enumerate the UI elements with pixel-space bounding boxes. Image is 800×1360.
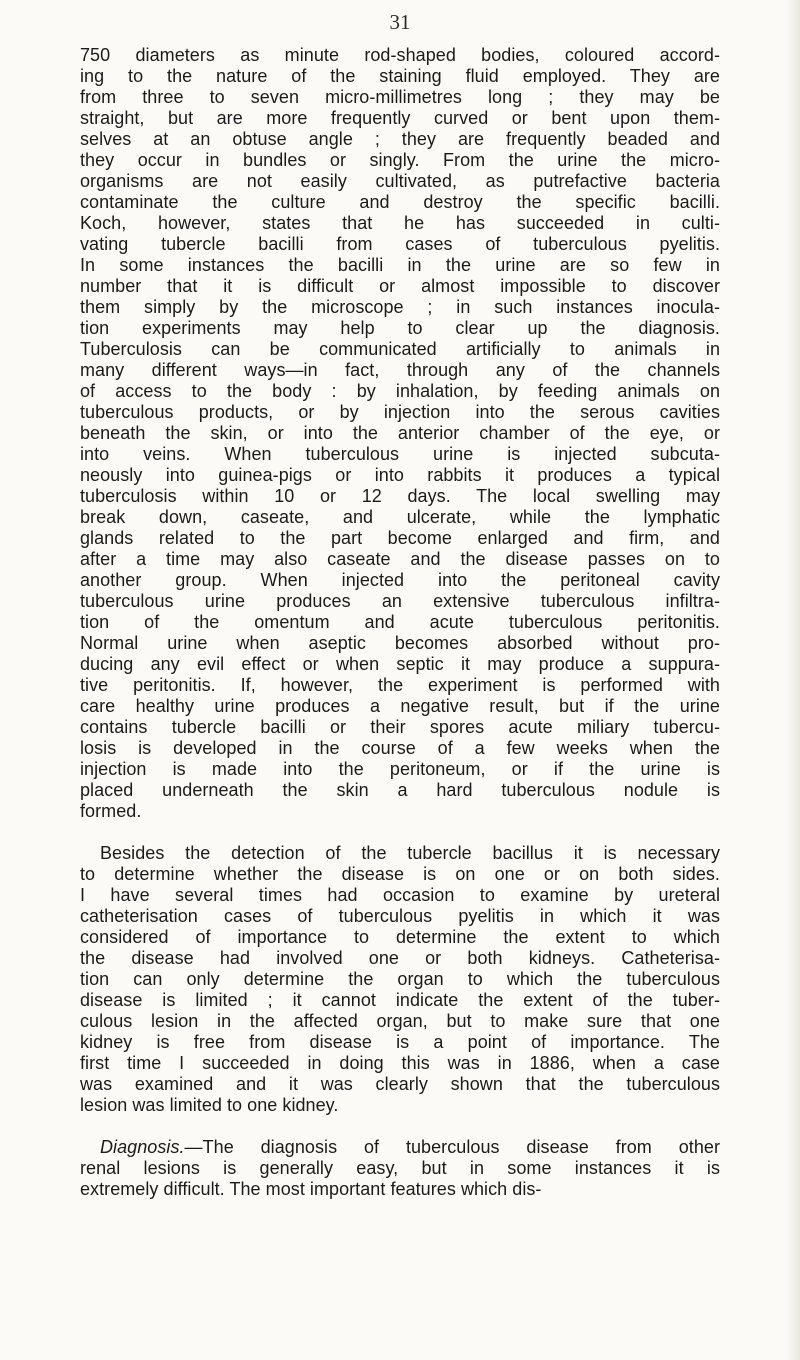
text-line (80, 612, 720, 633)
line-text: they occur in bundles or singly. From the urine the micro- (80, 150, 720, 170)
line-text: 750 diameters as minute rod-shaped bodies, coloured accord- (80, 45, 720, 65)
text-line (80, 66, 720, 87)
text-line (80, 1053, 720, 1074)
text-line (80, 906, 720, 927)
text-line (80, 129, 720, 150)
paragraph (80, 45, 720, 822)
text-line (80, 549, 720, 570)
line-text: disease is limited ; it cannot indicate the extent of the tuber- (80, 990, 720, 1010)
text-line (80, 171, 720, 192)
line-text: Tuberculosis can be communicated artificially to animals in (80, 339, 720, 359)
line-text: first time I succeeded in doing this was in 1886, when a case (80, 1053, 720, 1073)
text-line (80, 381, 720, 402)
text-line (80, 318, 720, 339)
line-text: tion of the omentum and acute tuberculous peritonitis. (80, 612, 720, 632)
line-text: vating tubercle bacilli from cases of tuberculous pyelitis. (80, 234, 720, 254)
line-text: placed underneath the skin a hard tuberculous nodule is (80, 780, 720, 800)
text-line (80, 276, 720, 297)
text-line (80, 570, 720, 591)
line-text: renal lesions is generally easy, but in some instances it is (80, 1158, 720, 1178)
line-text: kidney is free from disease is a point of importance. The (80, 1032, 720, 1052)
paragraph (80, 843, 720, 1116)
line-text: —The diagnosis of tuberculous disease from other (184, 1137, 720, 1157)
text-line (80, 717, 720, 738)
text-line (80, 339, 720, 360)
text-line (80, 1158, 720, 1179)
line-text: culous lesion in the affected organ, but to make sure that one (80, 1011, 720, 1031)
text-line (80, 633, 720, 654)
text-line (80, 150, 720, 171)
line-text: many different ways—in fact, through any of the channels (80, 360, 720, 380)
text-line (80, 969, 720, 990)
text-line (80, 87, 720, 108)
text-line (80, 927, 720, 948)
line-text: them simply by the microscope ; in such instances inocula- (80, 297, 720, 317)
text-line (80, 696, 720, 717)
paragraph-gap (80, 1116, 720, 1137)
line-text: losis is developed in the course of a few weeks when the (80, 738, 720, 758)
line-text: lesion was limited to one kidney. (80, 1095, 339, 1115)
text-line (80, 297, 720, 318)
line-text: considered of importance to determine the extent to which (80, 927, 720, 947)
text-line (80, 507, 720, 528)
line-text: straight, but are more frequently curved or bent upon them- (80, 108, 720, 128)
body-text (80, 45, 720, 1200)
line-text: I have several times had occasion to examine by ureteral (80, 885, 720, 905)
text-line (80, 801, 720, 822)
text-line (80, 1011, 720, 1032)
line-text: into veins. When tuberculous urine is injected subcuta- (80, 444, 720, 464)
line-text: from three to seven micro-millimetres long ; they may be (80, 87, 720, 107)
text-line (80, 675, 720, 696)
text-line (80, 654, 720, 675)
text-line (80, 402, 720, 423)
line-text: contains tubercle bacilli or their spores acute miliary tubercu- (80, 717, 720, 737)
section-heading: Diagnosis. (100, 1137, 185, 1157)
text-line (80, 423, 720, 444)
line-text: number that it is difficult or almost impossible to discover (80, 276, 720, 296)
text-line (80, 738, 720, 759)
line-text: tion can only determine the organ to which the tuberculous (80, 969, 720, 989)
text-line (80, 444, 720, 465)
line-text: of access to the body : by inhalation, by feeding animals on (80, 381, 720, 401)
line-text: another group. When injected into the peritoneal cavity (80, 570, 720, 590)
line-text: tuberculous urine produces an extensive tuberculous infiltra- (80, 591, 720, 611)
page-edge-shadow (786, 0, 800, 1360)
line-text: beneath the skin, or into the anterior chamber of the eye, or (80, 423, 720, 443)
line-text: Besides the detection of the tubercle bacillus it is necessary (100, 843, 720, 863)
text-line (80, 45, 720, 66)
text-line (80, 213, 720, 234)
line-text: extremely difficult. The most important features which dis- (80, 1179, 542, 1199)
line-text: glands related to the part become enlarged and firm, and (80, 528, 720, 548)
text-line (80, 990, 720, 1011)
line-text: selves at an obtuse angle ; they are frequently beaded and (80, 129, 720, 149)
text-line (80, 234, 720, 255)
text-line (80, 465, 720, 486)
text-line (80, 1095, 720, 1116)
line-text: Normal urine when aseptic becomes absorbed without pro- (80, 633, 720, 653)
text-line (80, 591, 720, 612)
paragraph-gap (80, 822, 720, 843)
paragraph (80, 1137, 720, 1200)
line-text: ducing any evil effect or when septic it may produce a suppura- (80, 654, 720, 674)
text-line (80, 1074, 720, 1095)
text-line (80, 1137, 720, 1158)
line-text: organisms are not easily cultivated, as putrefactive bacteria (80, 171, 720, 191)
text-line (80, 843, 720, 864)
text-line (80, 108, 720, 129)
line-text: break down, caseate, and ulcerate, while the lymphatic (80, 507, 720, 527)
text-line (80, 1179, 720, 1200)
line-text: tion experiments may help to clear up the diagnosis. (80, 318, 720, 338)
line-text: tive peritonitis. If, however, the experiment is performed with (80, 675, 720, 695)
line-text: tuberculosis within 10 or 12 days. The local swelling may (80, 486, 720, 506)
text-line (80, 780, 720, 801)
text-line (80, 759, 720, 780)
line-text: formed. (80, 801, 142, 821)
line-text: injection is made into the peritoneum, or if the urine is (80, 759, 720, 779)
text-line (80, 885, 720, 906)
text-line (80, 948, 720, 969)
text-line (80, 528, 720, 549)
text-line (80, 360, 720, 381)
line-text: ing to the nature of the staining fluid employed. They are (80, 66, 720, 86)
line-text: to determine whether the disease is on one or on both sides. (80, 864, 720, 884)
line-text: the disease had involved one or both kidneys. Catheterisa- (80, 948, 720, 968)
line-text: catheterisation cases of tuberculous pyelitis in which it was (80, 906, 720, 926)
text-line (80, 486, 720, 507)
line-text: Koch, however, states that he has succeeded in culti- (80, 213, 720, 233)
line-text: In some instances the bacilli in the urine are so few in (80, 255, 720, 275)
line-text: after a time may also caseate and the disease passes on to (80, 549, 720, 569)
page-number: 31 (389, 10, 411, 34)
text-line (80, 864, 720, 885)
line-text: care healthy urine produces a negative result, but if the urine (80, 696, 720, 716)
line-text: contaminate the culture and destroy the specific bacilli. (80, 192, 720, 212)
line-text: was examined and it was clearly shown that the tuberculous (80, 1074, 720, 1094)
line-text: neously into guinea-pigs or into rabbits it produces a typical (80, 465, 720, 485)
text-line (80, 255, 720, 276)
line-text: tuberculous products, or by injection into the serous cavities (80, 402, 720, 422)
text-line (80, 1032, 720, 1053)
text-line (80, 192, 720, 213)
